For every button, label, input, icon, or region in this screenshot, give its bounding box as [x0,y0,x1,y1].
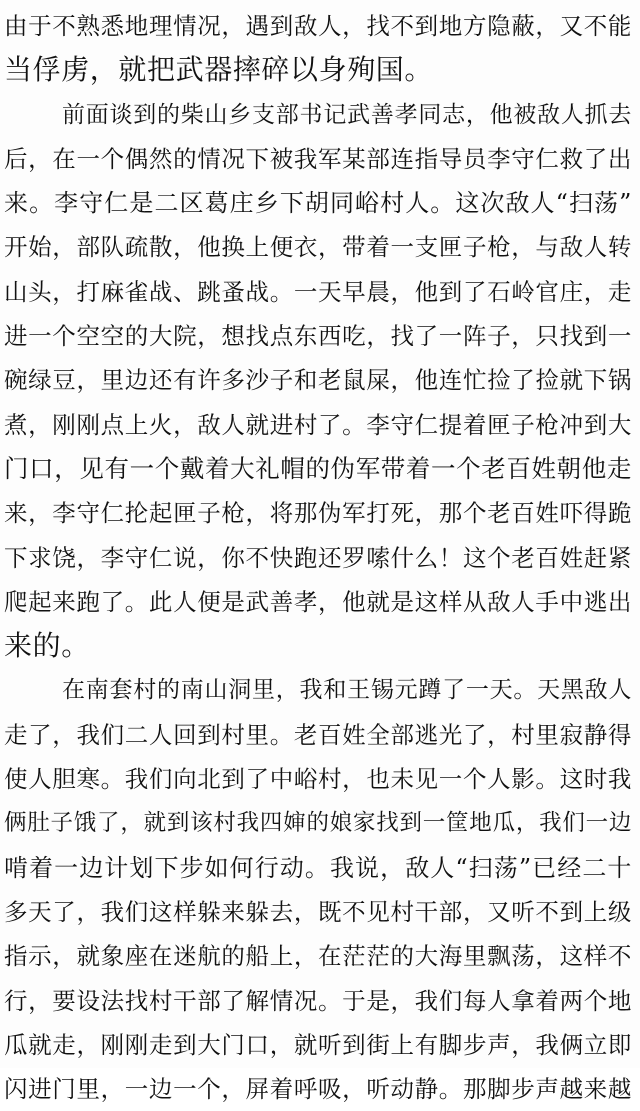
text-line: 闪进门里，一边一个，屏着呼吸，听动静。那脚步声越来越 [4,1075,632,1104]
text-line: 指示，就象座在迷航的船上，在茫茫的大海里飘荡，这样不 [4,942,632,971]
text-line: 门口，见有一个戴着大礼帽的伪军带着一个老百姓朝他走 [4,453,632,483]
text-line: 碗绿豆，里边还有许多沙子和老鼠屎，他连忙捡了捡就下锅 [4,366,632,395]
body-text [4,4,632,1111]
text-line: 俩肚子饿了，就到该村我四婶的娘家找到一筐地瓜，我们一边 [4,810,632,837]
text-line: 当俘虏，就把武器摔碎以身殉国。 [4,53,434,87]
text-line: 使人胆寒。我们向北到了中峪村，也未见一个人影。这时我 [4,765,632,794]
text-line: 由于不熟悉地理情况，遇到敌人，找不到地方隐蔽，又不能 [4,12,632,40]
text-line: 行，要设法找村干部了解情况。于是，我们每人拿着两个地 [4,986,632,1015]
paragraph-first-line: 在南套村的南山洞里，我和王锡元蹲了一天。天黑敌人 [62,677,632,704]
text-line: 啃着一边计划下步如何行动。我说，敌人“扫荡”已经二十 [4,853,632,882]
text-line: 爬起来跑了。此人便是武善孝，他就是这样从敌人手中逃出 [4,587,632,616]
text-line: 开始，部队疏散，他换上便衣，带着一支匣子枪，与敌人转 [4,233,632,262]
text-line: 后，在一个偶然的情况下被我军某部连指导员李守仁救了出 [4,144,632,173]
text-line: 山头，打麻雀战、跳蚤战。一天早晨，他到了石岭官庄，走 [4,277,632,306]
text-line: 下求饶，李守仁说，你不快跑还罗嗦什么！这个老百姓赶紧 [4,543,632,572]
text-line: 来的。 [4,629,90,663]
text-line: 来，李守仁抡起匣子枪，将那伪军打死，那个老百姓吓得跪 [4,499,632,528]
text-line: 走了，我们二人回到村里。老百姓全部逃光了，村里寂静得 [4,720,632,749]
text-line: 瓜就走，刚刚走到大门口，就听到街上有脚步声，我俩立即 [4,1030,632,1059]
paragraph-first-line: 前面谈到的柴山乡支部书记武善孝同志，他被敌人抓去 [62,101,632,128]
text-line: 煮，刚刚点上火，敌人就进村了。李守仁提着匣子枪冲到大 [4,410,632,439]
text-line: 进一个空空的大院，想找点东西吃，找了一阵子，只找到一 [4,322,632,351]
text-line: 来。李守仁是二区葛庄乡下胡同峪村人。这次敌人“扫荡” [4,189,632,218]
text-line: 多天了，我们这样躲来躲去，既不见村干部，又听不到上级 [4,897,632,926]
